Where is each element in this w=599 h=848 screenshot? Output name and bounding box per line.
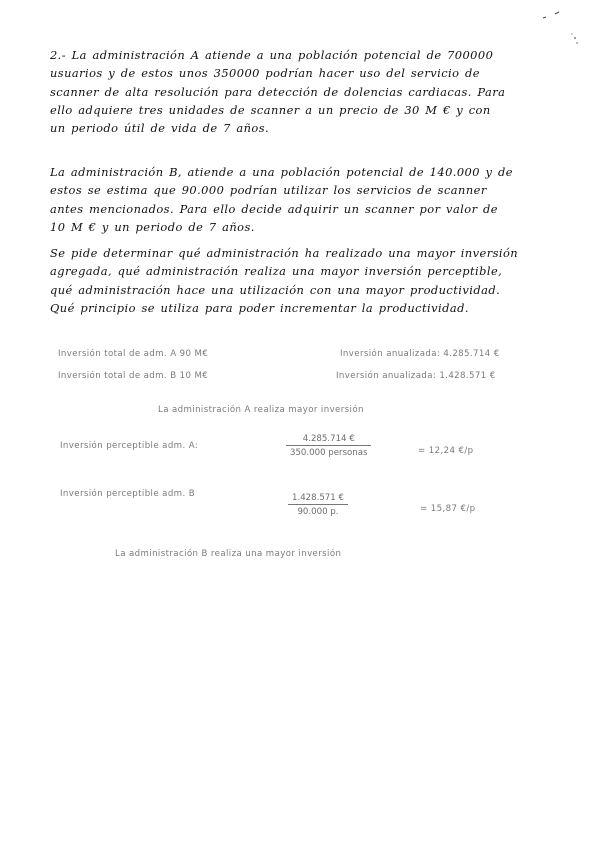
perceptible-b-result: = 15,87 €/p: [420, 504, 476, 514]
answer-row2-left: Inversión total de adm. B 10 M€: [58, 371, 209, 381]
perceptible-a-result: = 12,24 €/p: [418, 446, 474, 456]
text-line: La administración B, atiende a una población potencial de 140.000 y de: [50, 165, 513, 179]
perceptible-a-numerator: 4.285.714 €: [286, 434, 371, 446]
exercise-paragraph-3: [50, 244, 550, 317]
text-line: agregada, qué administración realiza una mayor inversión perceptible,: [50, 264, 503, 279]
text-line: estos se estima que 90.000 podrían utilizar los servicios de scanner: [50, 183, 487, 198]
text-line: un periodo útil de vida de 7 años.: [50, 121, 270, 136]
text-line: qué administración hace una utilización con una mayor productividad.: [50, 282, 501, 297]
text-line: Se pide determinar qué administración ha realizado una mayor inversión: [50, 246, 519, 260]
text-line: usuarios y de estos unos 350000 podrían hacer uso del servicio de: [50, 66, 480, 81]
exercise-paragraph-2: [50, 163, 550, 236]
perceptible-b-fraction: [288, 493, 348, 517]
answer-row2-right: Inversión anualizada: 1.428.571 €: [336, 371, 496, 381]
text-line: 2.- La administración A atiende a una población potencial de 700000: [50, 48, 494, 62]
perceptible-a-label: Inversión perceptible adm. A:: [60, 441, 199, 451]
answer-row1-right: Inversión anualizada: 4.285.714 €: [340, 349, 500, 359]
perceptible-b-denominator: 90.000 p.: [297, 507, 339, 517]
text-line: 10 M € y un periodo de 7 años.: [50, 219, 255, 234]
answer-conclusion-2: La administración B realiza una mayor inversión: [115, 549, 342, 559]
exercise-paragraph-1: [50, 46, 550, 137]
text-line: ello adquiere tres unidades de scanner a un precio de 30 M € y con: [50, 102, 491, 117]
text-line: scanner de alta resolución para detección de dolencias cardiacas. Para: [50, 84, 506, 99]
scan-artifact-marks: [541, 10, 581, 50]
text-line: antes mencionados. Para ello decide adquirir un scanner por valor de: [50, 201, 498, 216]
perceptible-a-denominator: 350.000 personas: [290, 448, 368, 458]
perceptible-b-numerator: 1.428.571 €: [288, 493, 348, 505]
text-line: Qué principio se utiliza para poder incrementar la productividad.: [50, 300, 469, 315]
answer-row1-left: Inversión total de adm. A 90 M€: [58, 349, 209, 359]
answer-conclusion-1: La administración A realiza mayor inversión: [158, 405, 364, 415]
perceptible-b-label: Inversión perceptible adm. B: [60, 489, 196, 499]
perceptible-a-fraction: [286, 434, 371, 458]
